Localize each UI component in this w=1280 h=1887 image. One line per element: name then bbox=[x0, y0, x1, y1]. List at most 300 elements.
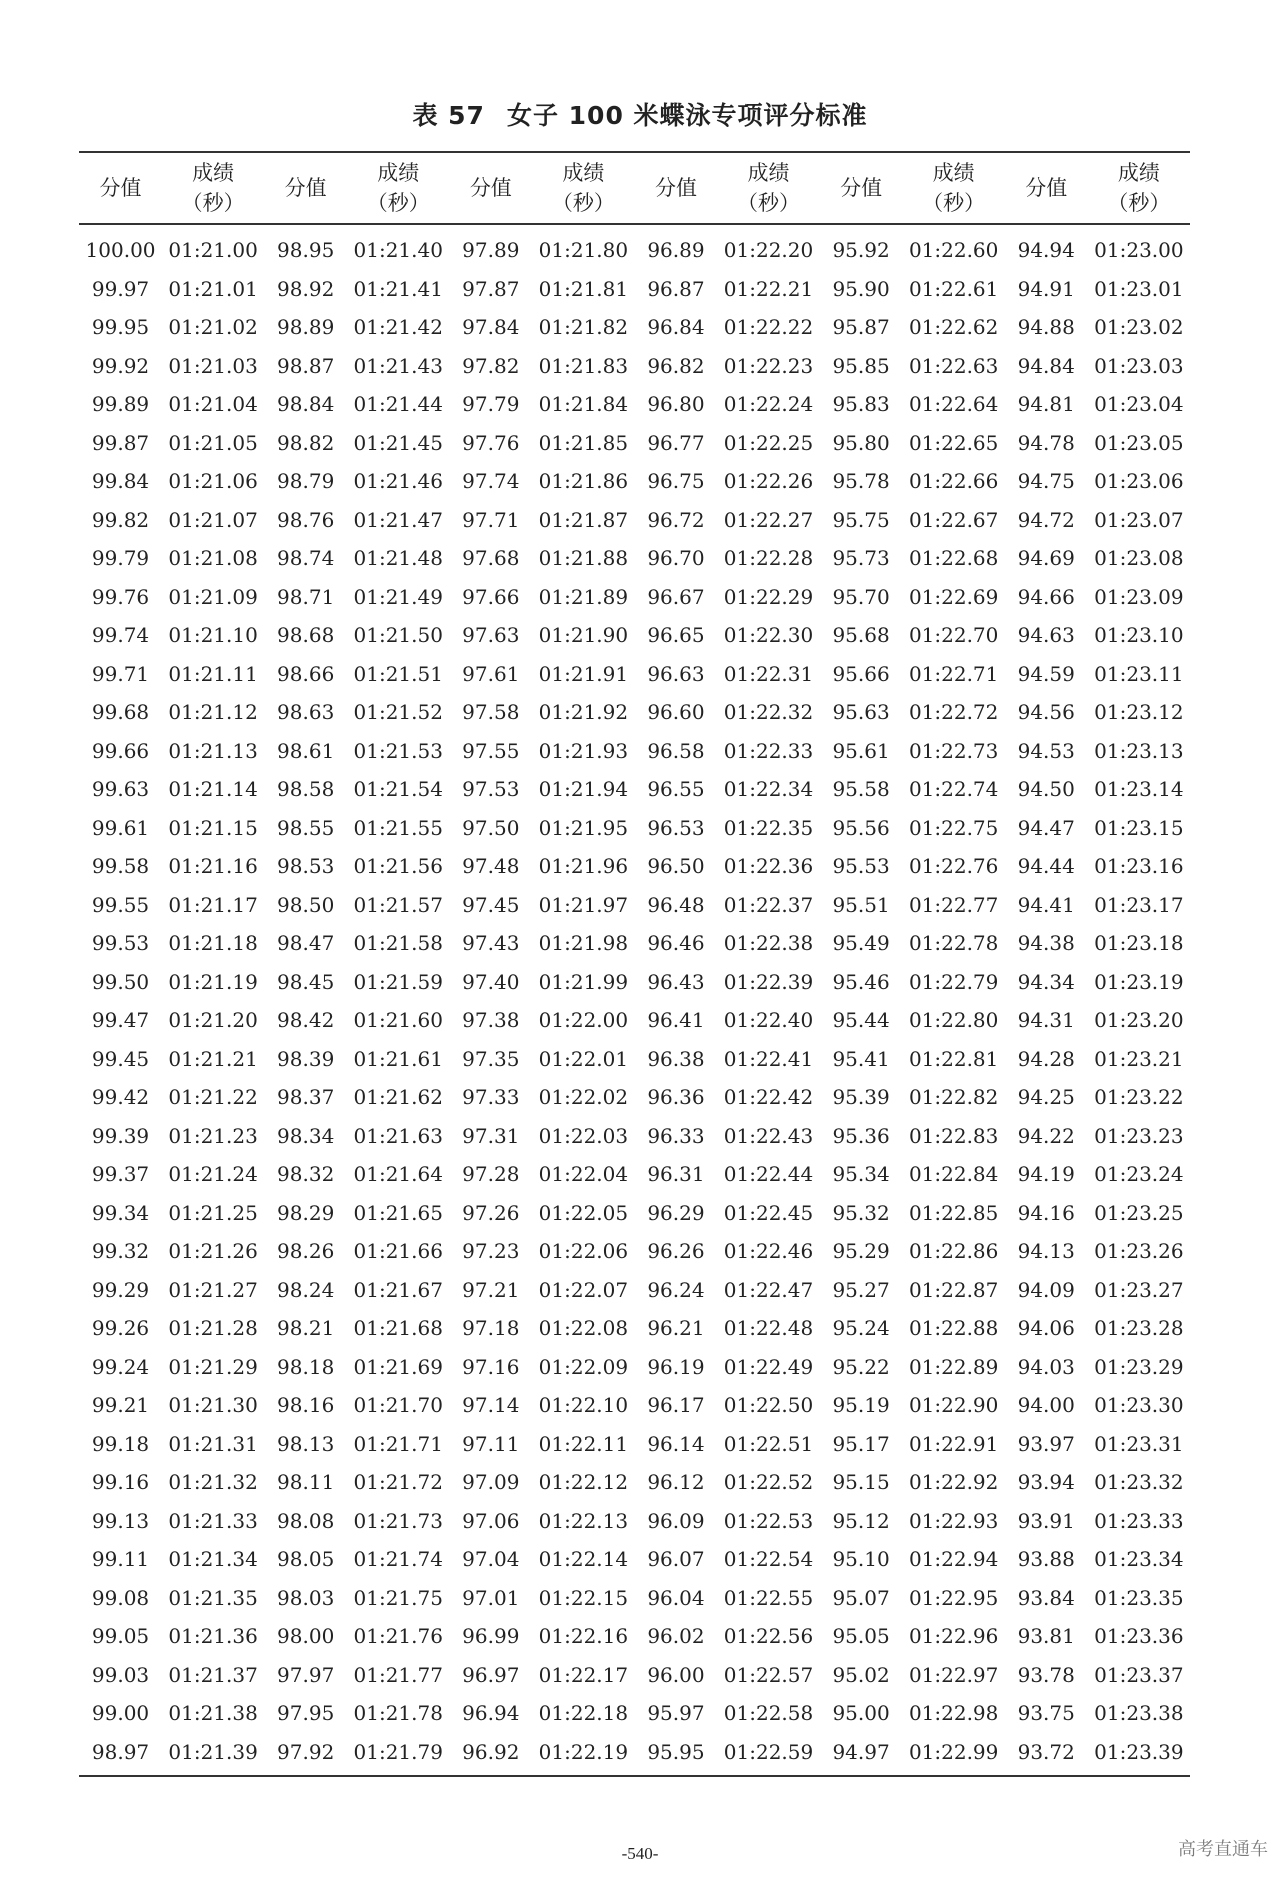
score-cell: 94.63 bbox=[1017, 623, 1075, 648]
score-cell: 99.39 bbox=[91, 1123, 150, 1148]
score-cell: 95.05 bbox=[832, 1624, 890, 1649]
score-cell: 95.12 bbox=[832, 1508, 890, 1533]
time-cell: 01:23.32 bbox=[1094, 1470, 1184, 1495]
score-cell: 97.66 bbox=[462, 584, 520, 609]
time-cell: 01:21.46 bbox=[353, 469, 443, 494]
score-cell: 99.84 bbox=[91, 469, 150, 494]
score-cell: 95.24 bbox=[832, 1316, 890, 1341]
table-row bbox=[79, 270, 1190, 309]
score-cell: 96.82 bbox=[647, 353, 705, 378]
time-cell: 01:21.32 bbox=[168, 1470, 258, 1495]
score-cell: 97.97 bbox=[277, 1662, 335, 1687]
score-cell: 99.82 bbox=[91, 507, 150, 532]
score-cell: 97.14 bbox=[462, 1393, 520, 1418]
score-cell: 96.46 bbox=[647, 931, 705, 956]
time-cell: 01:23.21 bbox=[1094, 1046, 1184, 1071]
time-cell: 01:21.90 bbox=[538, 623, 629, 648]
time-cell: 01:21.34 bbox=[168, 1547, 258, 1572]
time-cell: 01:22.98 bbox=[908, 1701, 999, 1726]
time-header bbox=[532, 152, 634, 224]
time-cell: 01:23.23 bbox=[1094, 1123, 1184, 1148]
time-cell: 01:22.74 bbox=[908, 777, 999, 802]
time-cell: 01:21.14 bbox=[168, 777, 258, 802]
time-cell: 01:23.38 bbox=[1094, 1701, 1184, 1726]
score-cell: 96.38 bbox=[647, 1046, 705, 1071]
score-cell: 98.68 bbox=[277, 623, 335, 648]
table-row bbox=[79, 1194, 1190, 1233]
table-row bbox=[79, 693, 1190, 732]
time-cell: 01:22.43 bbox=[723, 1123, 814, 1148]
score-cell: 98.53 bbox=[277, 854, 335, 879]
time-cell: 01:22.40 bbox=[723, 1008, 814, 1033]
time-cell: 01:21.07 bbox=[168, 507, 258, 532]
time-cell: 01:22.64 bbox=[908, 392, 999, 417]
time-cell: 01:21.85 bbox=[538, 430, 629, 455]
time-cell: 01:22.21 bbox=[723, 276, 814, 301]
score-cell: 96.31 bbox=[647, 1162, 705, 1187]
time-cell: 01:22.83 bbox=[908, 1123, 999, 1148]
score-cell: 97.76 bbox=[462, 430, 520, 455]
table-row bbox=[79, 1502, 1190, 1541]
time-cell: 01:22.78 bbox=[908, 931, 999, 956]
time-cell: 01:23.09 bbox=[1094, 584, 1184, 609]
time-cell: 01:21.45 bbox=[353, 430, 443, 455]
time-cell: 01:21.08 bbox=[168, 546, 258, 571]
time-cell: 01:22.58 bbox=[723, 1701, 814, 1726]
time-cell: 01:21.28 bbox=[168, 1316, 258, 1341]
time-cell: 01:23.30 bbox=[1094, 1393, 1184, 1418]
time-cell: 01:23.24 bbox=[1094, 1162, 1184, 1187]
time-cell: 01:21.98 bbox=[538, 931, 629, 956]
score-cell: 98.39 bbox=[277, 1046, 335, 1071]
score-cell: 96.94 bbox=[462, 1701, 520, 1726]
score-cell: 95.70 bbox=[832, 584, 890, 609]
score-cell: 95.46 bbox=[832, 969, 890, 994]
time-header bbox=[903, 152, 1005, 224]
table-header bbox=[79, 152, 1190, 224]
score-cell: 97.31 bbox=[462, 1123, 520, 1148]
score-cell: 94.38 bbox=[1017, 931, 1075, 956]
table-row bbox=[79, 924, 1190, 963]
time-header-line2: （秒） bbox=[1107, 191, 1171, 215]
score-cell: 95.00 bbox=[832, 1701, 890, 1726]
score-cell: 94.19 bbox=[1017, 1162, 1075, 1187]
time-cell: 01:22.90 bbox=[908, 1393, 999, 1418]
table-row bbox=[79, 1656, 1190, 1695]
score-cell: 96.04 bbox=[647, 1585, 705, 1610]
time-cell: 01:22.93 bbox=[908, 1508, 999, 1533]
table-row bbox=[79, 1425, 1190, 1464]
score-cell: 99.26 bbox=[91, 1316, 150, 1341]
time-cell: 01:22.09 bbox=[538, 1354, 629, 1379]
score-cell: 99.95 bbox=[91, 315, 150, 340]
score-cell: 94.97 bbox=[820, 1733, 903, 1777]
time-cell: 01:21.94 bbox=[538, 777, 629, 802]
time-cell: 01:21.42 bbox=[353, 315, 443, 340]
table-row bbox=[79, 1309, 1190, 1348]
time-cell: 01:22.04 bbox=[538, 1162, 629, 1187]
score-cell: 94.34 bbox=[1017, 969, 1075, 994]
time-cell: 01:22.55 bbox=[723, 1585, 814, 1610]
time-cell: 01:23.12 bbox=[1094, 700, 1184, 725]
time-cell: 01:21.13 bbox=[168, 738, 258, 763]
score-cell: 96.70 bbox=[647, 546, 705, 571]
score-cell: 97.53 bbox=[462, 777, 520, 802]
time-cell: 01:21.11 bbox=[168, 661, 258, 686]
score-cell: 97.38 bbox=[462, 1008, 520, 1033]
score-cell: 98.89 bbox=[277, 315, 335, 340]
table-row bbox=[79, 1001, 1190, 1040]
time-cell: 01:21.04 bbox=[168, 392, 258, 417]
time-cell: 01:21.36 bbox=[168, 1624, 258, 1649]
score-cell: 98.05 bbox=[277, 1547, 335, 1572]
score-cell: 98.92 bbox=[277, 276, 335, 301]
score-cell: 98.55 bbox=[277, 815, 335, 840]
time-cell: 01:22.32 bbox=[723, 700, 814, 725]
time-cell: 01:21.17 bbox=[168, 892, 258, 917]
score-cell: 97.45 bbox=[462, 892, 520, 917]
score-cell: 99.47 bbox=[91, 1008, 150, 1033]
score-cell: 97.35 bbox=[462, 1046, 520, 1071]
time-cell: 01:21.39 bbox=[162, 1733, 264, 1777]
score-cell: 99.11 bbox=[91, 1547, 150, 1572]
time-cell: 01:23.01 bbox=[1094, 276, 1184, 301]
table-row bbox=[79, 1155, 1190, 1194]
time-cell: 01:21.15 bbox=[168, 815, 258, 840]
time-cell: 01:22.62 bbox=[908, 315, 999, 340]
score-cell: 96.12 bbox=[647, 1470, 705, 1495]
time-cell: 01:22.75 bbox=[908, 815, 999, 840]
time-cell: 01:21.96 bbox=[538, 854, 629, 879]
time-header-line1: 成绩 bbox=[932, 161, 975, 185]
score-cell: 99.89 bbox=[91, 392, 150, 417]
time-cell: 01:21.09 bbox=[168, 584, 258, 609]
table-row bbox=[79, 1117, 1190, 1156]
time-cell: 01:22.54 bbox=[723, 1547, 814, 1572]
score-cell: 98.74 bbox=[277, 546, 335, 571]
score-cell: 95.92 bbox=[832, 238, 890, 263]
time-header-line2: （秒） bbox=[366, 191, 430, 215]
score-cell: 95.36 bbox=[832, 1123, 890, 1148]
time-cell: 01:22.03 bbox=[538, 1123, 629, 1148]
time-cell: 01:21.02 bbox=[168, 315, 258, 340]
time-cell: 01:23.11 bbox=[1094, 661, 1184, 686]
score-cell: 97.18 bbox=[462, 1316, 520, 1341]
score-cell: 98.82 bbox=[277, 430, 335, 455]
time-cell: 01:23.07 bbox=[1094, 507, 1184, 532]
time-cell: 01:21.24 bbox=[168, 1162, 258, 1187]
time-cell: 01:22.70 bbox=[908, 623, 999, 648]
score-cell: 98.47 bbox=[277, 931, 335, 956]
score-cell: 96.00 bbox=[647, 1662, 705, 1687]
time-header-line2: （秒） bbox=[922, 191, 986, 215]
table-row bbox=[79, 1348, 1190, 1387]
score-cell: 95.49 bbox=[832, 931, 890, 956]
score-cell: 94.78 bbox=[1017, 430, 1075, 455]
score-header: 分值 bbox=[820, 152, 903, 224]
table-row bbox=[79, 424, 1190, 463]
time-cell: 01:23.27 bbox=[1094, 1277, 1184, 1302]
time-cell: 01:21.88 bbox=[538, 546, 629, 571]
score-cell: 96.65 bbox=[647, 623, 705, 648]
time-cell: 01:21.37 bbox=[168, 1662, 258, 1687]
time-header-line2: （秒） bbox=[551, 191, 615, 215]
score-cell: 95.58 bbox=[832, 777, 890, 802]
score-cell: 93.81 bbox=[1017, 1624, 1075, 1649]
time-cell: 01:23.14 bbox=[1094, 777, 1184, 802]
time-cell: 01:22.49 bbox=[723, 1354, 814, 1379]
time-cell: 01:23.00 bbox=[1094, 238, 1184, 263]
score-cell: 96.58 bbox=[647, 738, 705, 763]
time-header-line2: （秒） bbox=[181, 191, 245, 215]
time-cell: 01:23.10 bbox=[1094, 623, 1184, 648]
time-cell: 01:22.18 bbox=[538, 1701, 629, 1726]
table-row bbox=[79, 1078, 1190, 1117]
score-cell: 96.97 bbox=[462, 1662, 520, 1687]
score-cell: 98.00 bbox=[277, 1624, 335, 1649]
score-cell: 99.79 bbox=[91, 546, 150, 571]
time-cell: 01:22.97 bbox=[908, 1662, 999, 1687]
time-cell: 01:22.12 bbox=[538, 1470, 629, 1495]
time-cell: 01:21.25 bbox=[168, 1200, 258, 1225]
time-cell: 01:22.56 bbox=[723, 1624, 814, 1649]
score-cell: 94.94 bbox=[1017, 238, 1075, 263]
time-cell: 01:21.82 bbox=[538, 315, 629, 340]
table-row bbox=[79, 578, 1190, 617]
score-cell: 95.17 bbox=[832, 1431, 890, 1456]
table-row bbox=[79, 1694, 1190, 1733]
time-cell: 01:21.53 bbox=[353, 738, 443, 763]
time-cell: 01:22.89 bbox=[908, 1354, 999, 1379]
score-cell: 97.26 bbox=[462, 1200, 520, 1225]
time-cell: 01:21.68 bbox=[353, 1316, 443, 1341]
time-cell: 01:22.99 bbox=[903, 1733, 1005, 1777]
time-cell: 01:22.44 bbox=[723, 1162, 814, 1187]
time-cell: 01:22.48 bbox=[723, 1316, 814, 1341]
score-cell: 93.88 bbox=[1017, 1547, 1075, 1572]
score-cell: 95.95 bbox=[634, 1733, 717, 1777]
time-cell: 01:21.60 bbox=[353, 1008, 443, 1033]
time-cell: 01:22.39 bbox=[723, 969, 814, 994]
score-cell: 96.14 bbox=[647, 1431, 705, 1456]
time-header-line2: （秒） bbox=[737, 191, 801, 215]
time-header bbox=[717, 152, 819, 224]
time-cell: 01:22.25 bbox=[723, 430, 814, 455]
time-cell: 01:22.35 bbox=[723, 815, 814, 840]
time-cell: 01:22.86 bbox=[908, 1239, 999, 1264]
time-cell: 01:23.18 bbox=[1094, 931, 1184, 956]
score-cell: 95.29 bbox=[832, 1239, 890, 1264]
time-cell: 01:22.20 bbox=[723, 238, 814, 263]
score-cell: 96.53 bbox=[647, 815, 705, 840]
time-cell: 01:21.72 bbox=[353, 1470, 443, 1495]
time-cell: 01:21.03 bbox=[168, 353, 258, 378]
score-cell: 100.00 bbox=[85, 238, 156, 263]
time-cell: 01:22.53 bbox=[723, 1508, 814, 1533]
score-cell: 95.39 bbox=[832, 1085, 890, 1110]
score-cell: 94.53 bbox=[1017, 738, 1075, 763]
score-header: 分值 bbox=[449, 152, 532, 224]
score-cell: 98.34 bbox=[277, 1123, 335, 1148]
time-cell: 01:21.59 bbox=[353, 969, 443, 994]
score-cell: 98.32 bbox=[277, 1162, 335, 1187]
time-cell: 01:22.50 bbox=[723, 1393, 814, 1418]
time-cell: 01:23.19 bbox=[1094, 969, 1184, 994]
table-row bbox=[79, 539, 1190, 578]
table-row bbox=[79, 616, 1190, 655]
time-header-line1: 成绩 bbox=[377, 161, 420, 185]
time-cell: 01:23.05 bbox=[1094, 430, 1184, 455]
score-cell: 97.89 bbox=[462, 238, 520, 263]
score-header: 分值 bbox=[79, 152, 162, 224]
score-cell: 96.55 bbox=[647, 777, 705, 802]
time-cell: 01:22.85 bbox=[908, 1200, 999, 1225]
time-cell: 01:21.33 bbox=[168, 1508, 258, 1533]
score-cell: 96.19 bbox=[647, 1354, 705, 1379]
time-cell: 01:22.91 bbox=[908, 1431, 999, 1456]
time-cell: 01:21.41 bbox=[353, 276, 443, 301]
time-cell: 01:22.59 bbox=[717, 1733, 819, 1777]
score-cell: 94.59 bbox=[1017, 661, 1075, 686]
time-cell: 01:22.33 bbox=[723, 738, 814, 763]
time-cell: 01:22.17 bbox=[538, 1662, 629, 1687]
score-cell: 99.50 bbox=[91, 969, 150, 994]
score-cell: 97.48 bbox=[462, 854, 520, 879]
time-cell: 01:22.47 bbox=[723, 1277, 814, 1302]
score-header: 分值 bbox=[264, 152, 347, 224]
time-cell: 01:22.37 bbox=[723, 892, 814, 917]
score-cell: 95.75 bbox=[832, 507, 890, 532]
score-cell: 99.68 bbox=[91, 700, 150, 725]
time-cell: 01:22.02 bbox=[538, 1085, 629, 1110]
score-cell: 94.75 bbox=[1017, 469, 1075, 494]
score-cell: 98.50 bbox=[277, 892, 335, 917]
score-cell: 95.44 bbox=[832, 1008, 890, 1033]
time-cell: 01:21.97 bbox=[538, 892, 629, 917]
table-row bbox=[79, 1232, 1190, 1271]
table-row bbox=[79, 1540, 1190, 1579]
score-cell: 97.87 bbox=[462, 276, 520, 301]
time-cell: 01:22.15 bbox=[538, 1585, 629, 1610]
score-cell: 99.87 bbox=[91, 430, 150, 455]
score-cell: 96.29 bbox=[647, 1200, 705, 1225]
table-row bbox=[79, 732, 1190, 771]
time-cell: 01:21.79 bbox=[347, 1733, 449, 1777]
time-cell: 01:21.65 bbox=[353, 1200, 443, 1225]
score-cell: 95.90 bbox=[832, 276, 890, 301]
score-cell: 97.09 bbox=[462, 1470, 520, 1495]
table-row bbox=[79, 224, 1190, 270]
time-cell: 01:21.20 bbox=[168, 1008, 258, 1033]
score-cell: 97.84 bbox=[462, 315, 520, 340]
table-row bbox=[79, 809, 1190, 848]
score-cell: 98.58 bbox=[277, 777, 335, 802]
score-cell: 99.76 bbox=[91, 584, 150, 609]
score-cell: 97.40 bbox=[462, 969, 520, 994]
score-cell: 93.91 bbox=[1017, 1508, 1075, 1533]
time-cell: 01:23.28 bbox=[1094, 1316, 1184, 1341]
score-cell: 94.72 bbox=[1017, 507, 1075, 532]
table-title-text: 女子 100 米蝶泳专项评分标准 bbox=[506, 101, 868, 130]
table-row bbox=[79, 847, 1190, 886]
table-row bbox=[79, 308, 1190, 347]
score-cell: 94.06 bbox=[1017, 1316, 1075, 1341]
score-cell: 98.21 bbox=[277, 1316, 335, 1341]
time-cell: 01:22.96 bbox=[908, 1624, 999, 1649]
score-cell: 99.13 bbox=[91, 1508, 150, 1533]
time-cell: 01:21.62 bbox=[353, 1085, 443, 1110]
time-cell: 01:22.51 bbox=[723, 1431, 814, 1456]
time-cell: 01:21.00 bbox=[168, 238, 258, 263]
time-cell: 01:21.89 bbox=[538, 584, 629, 609]
time-cell: 01:21.80 bbox=[538, 238, 629, 263]
time-cell: 01:21.56 bbox=[353, 854, 443, 879]
time-cell: 01:22.76 bbox=[908, 854, 999, 879]
score-header: 分值 bbox=[1005, 152, 1088, 224]
time-cell: 01:21.75 bbox=[353, 1585, 443, 1610]
time-cell: 01:23.22 bbox=[1094, 1085, 1184, 1110]
score-cell: 94.16 bbox=[1017, 1200, 1075, 1225]
time-cell: 01:22.38 bbox=[723, 931, 814, 956]
score-cell: 95.02 bbox=[832, 1662, 890, 1687]
time-cell: 01:21.61 bbox=[353, 1046, 443, 1071]
time-cell: 01:23.16 bbox=[1094, 854, 1184, 879]
time-cell: 01:22.80 bbox=[908, 1008, 999, 1033]
score-cell: 99.74 bbox=[91, 623, 150, 648]
score-cell: 99.34 bbox=[91, 1200, 150, 1225]
time-cell: 01:22.23 bbox=[723, 353, 814, 378]
time-cell: 01:21.30 bbox=[168, 1393, 258, 1418]
table-number: 表 57 bbox=[412, 101, 485, 130]
time-cell: 01:21.70 bbox=[353, 1393, 443, 1418]
time-cell: 01:22.60 bbox=[908, 238, 999, 263]
time-header-line1: 成绩 bbox=[1117, 161, 1160, 185]
time-header bbox=[1088, 152, 1190, 224]
score-cell: 98.11 bbox=[277, 1470, 335, 1495]
time-cell: 01:22.19 bbox=[532, 1733, 634, 1777]
time-cell: 01:21.58 bbox=[353, 931, 443, 956]
time-cell: 01:22.27 bbox=[723, 507, 814, 532]
time-cell: 01:22.65 bbox=[908, 430, 999, 455]
score-cell: 96.24 bbox=[647, 1277, 705, 1302]
score-cell: 93.75 bbox=[1017, 1701, 1075, 1726]
page-number: -540- bbox=[621, 1844, 659, 1863]
score-cell: 95.41 bbox=[832, 1046, 890, 1071]
time-cell: 01:23.31 bbox=[1094, 1431, 1184, 1456]
time-cell: 01:23.34 bbox=[1094, 1547, 1184, 1572]
score-cell: 98.79 bbox=[277, 469, 335, 494]
score-cell: 96.21 bbox=[647, 1316, 705, 1341]
time-cell: 01:22.66 bbox=[908, 469, 999, 494]
score-cell: 99.45 bbox=[91, 1046, 150, 1071]
score-cell: 98.87 bbox=[277, 353, 335, 378]
score-cell: 95.61 bbox=[832, 738, 890, 763]
time-cell: 01:23.02 bbox=[1094, 315, 1184, 340]
score-cell: 99.03 bbox=[91, 1662, 150, 1687]
score-cell: 96.77 bbox=[647, 430, 705, 455]
time-header bbox=[347, 152, 449, 224]
time-cell: 01:21.47 bbox=[353, 507, 443, 532]
score-cell: 95.80 bbox=[832, 430, 890, 455]
time-cell: 01:23.08 bbox=[1094, 546, 1184, 571]
score-cell: 99.71 bbox=[91, 661, 150, 686]
table-row bbox=[79, 501, 1190, 540]
time-header-line1: 成绩 bbox=[192, 161, 235, 185]
time-cell: 01:23.37 bbox=[1094, 1662, 1184, 1687]
score-cell: 97.50 bbox=[462, 815, 520, 840]
score-cell: 98.76 bbox=[277, 507, 335, 532]
time-cell: 01:22.87 bbox=[908, 1277, 999, 1302]
